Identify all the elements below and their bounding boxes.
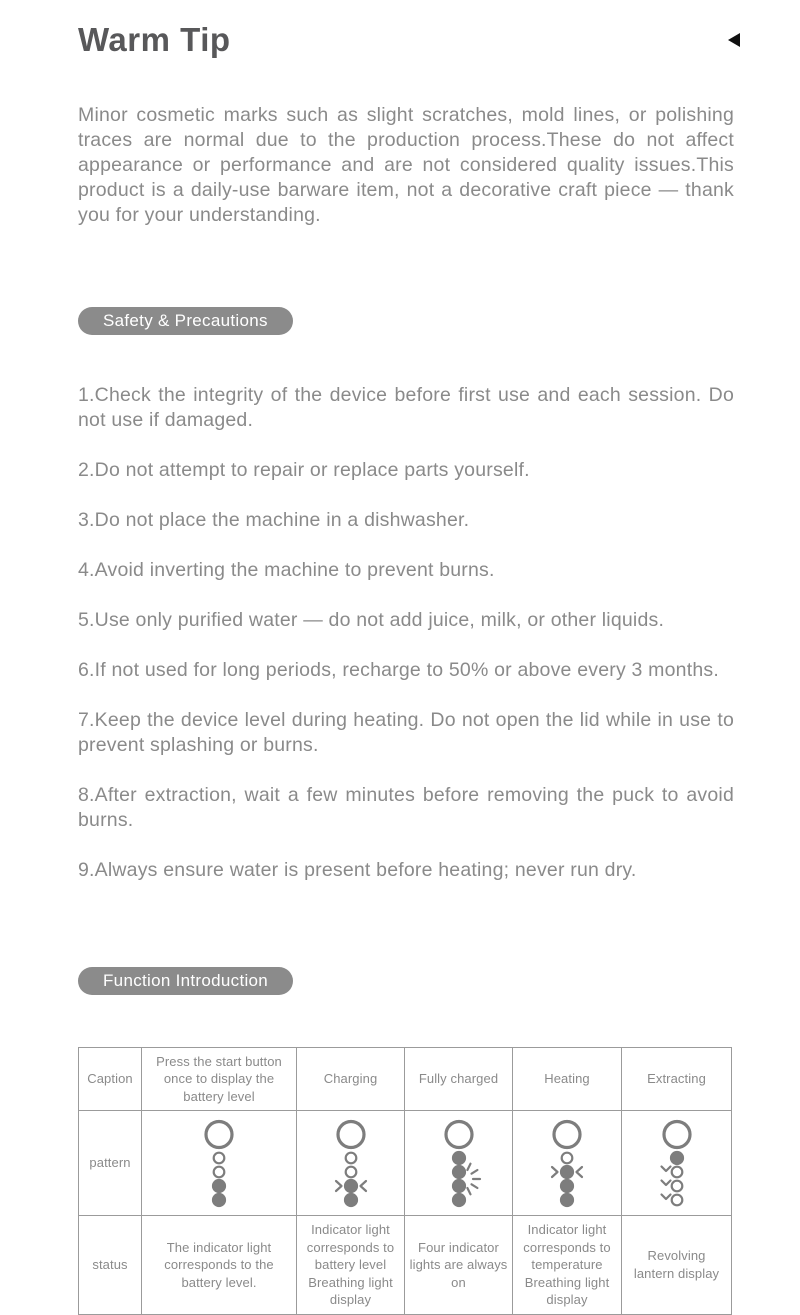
left-triangle-icon[interactable] bbox=[728, 33, 740, 47]
indicator-pattern-icon bbox=[537, 1117, 597, 1210]
caption-heating: Heating bbox=[513, 1047, 622, 1111]
caption-charging: Charging bbox=[297, 1047, 405, 1111]
pattern-heating bbox=[513, 1111, 622, 1216]
safety-item-5: 5.Use only purified water — do not add juice, milk, or other liquids. bbox=[78, 608, 665, 631]
section-badge-function: Function Introduction bbox=[78, 967, 293, 995]
safety-item-3: 3.Do not place the machine in a dishwasher. bbox=[78, 508, 470, 531]
safety-precautions-list bbox=[78, 383, 734, 883]
indicator-pattern-icon bbox=[429, 1117, 489, 1210]
page-header bbox=[78, 0, 734, 60]
section-badge-safety: Safety & Precautions bbox=[78, 307, 293, 335]
indicator-pattern-icon bbox=[321, 1117, 381, 1210]
caption-press-start: Press the start button once to display the battery level bbox=[142, 1047, 297, 1111]
status-extracting: Revolving lantern display bbox=[622, 1216, 732, 1315]
caption-extracting: Extracting bbox=[622, 1047, 732, 1111]
pattern-extracting bbox=[622, 1111, 732, 1216]
caption-fully-charged: Fully charged bbox=[405, 1047, 513, 1111]
row-label-pattern: pattern bbox=[79, 1111, 142, 1216]
function-introduction-table bbox=[78, 1047, 732, 1315]
intro-paragraph: Minor cosmetic marks such as slight scratches, mold lines, or polishing traces are normal due to the production process.These do not affect appearance or performance and are not considered quality issues.This product is a daily-use barware item, not a decorative craft piece — thank you for your understanding. bbox=[78, 104, 734, 226]
safety-item-9: 9.Always ensure water is present before heating; never run dry. bbox=[78, 858, 637, 881]
pattern-press-start bbox=[142, 1111, 297, 1216]
status-fully-charged: Four indicator lights are always on bbox=[405, 1216, 513, 1315]
pattern-charging bbox=[297, 1111, 405, 1216]
table-row-status bbox=[79, 1216, 732, 1315]
row-label-caption: Caption bbox=[79, 1047, 142, 1111]
indicator-pattern-icon bbox=[647, 1117, 707, 1210]
table-row-pattern bbox=[79, 1111, 732, 1216]
safety-item-4: 4.Avoid inverting the machine to prevent burns. bbox=[78, 558, 495, 581]
safety-item-2: 2.Do not attempt to repair or replace parts yourself. bbox=[78, 458, 530, 481]
status-charging: Indicator light corresponds to battery level Breathing light display bbox=[297, 1216, 405, 1315]
indicator-pattern-icon bbox=[189, 1117, 249, 1210]
page-title: Warm Tip bbox=[78, 21, 231, 58]
safety-item-7: 7.Keep the device level during heating. Do not open the lid while in use to prevent splashing or burns. bbox=[78, 708, 734, 756]
table-row-caption bbox=[79, 1047, 732, 1111]
safety-item-1: 1.Check the integrity of the device before first use and each session. Do not use if damaged. bbox=[78, 383, 734, 431]
safety-item-6: 6.If not used for long periods, recharge to 50% or above every 3 months. bbox=[78, 658, 719, 681]
status-heating: Indicator light corresponds to temperature Breathing light display bbox=[513, 1216, 622, 1315]
pattern-fully-charged bbox=[405, 1111, 513, 1216]
row-label-status: status bbox=[79, 1216, 142, 1315]
safety-item-8: 8.After extraction, wait a few minutes before removing the puck to avoid burns. bbox=[78, 783, 734, 831]
status-press-start: The indicator light corresponds to the battery level. bbox=[142, 1216, 297, 1315]
